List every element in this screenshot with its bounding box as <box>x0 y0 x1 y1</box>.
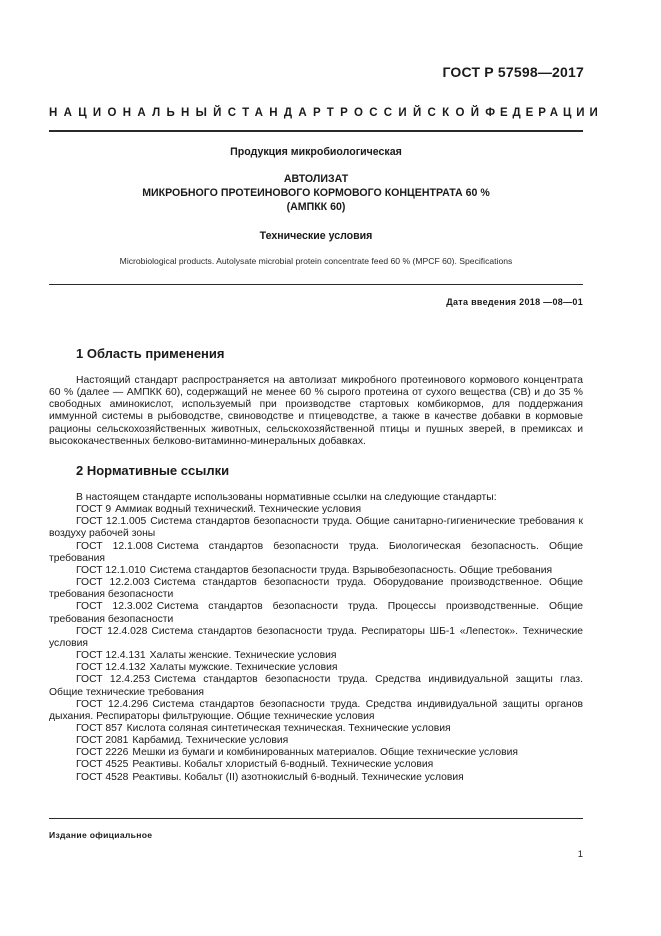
page-number: 1 <box>577 849 583 860</box>
reference-title: Система стандартов безопасности труда. Процессы производственные. Общие требования безопасности <box>49 601 583 625</box>
reference-title: Халаты мужские. Технические условия <box>149 662 338 674</box>
reference-code: ГОСТ 9 <box>76 504 112 516</box>
reference-code: ГОСТ 4525 <box>76 759 129 771</box>
reference-title: Система стандартов безопасности труда. Респираторы ШБ-1 «Лепесток». Технические условия <box>49 625 583 649</box>
normative-references <box>49 492 583 784</box>
reference-code: ГОСТ 12.1.005 <box>76 516 147 528</box>
references-intro: В настоящем стандарте использованы нормативные ссылки на следующие стандарты: <box>76 492 497 503</box>
reference-title: Аммиак водный технический. Технические условия <box>115 504 362 516</box>
title-rule <box>49 284 583 285</box>
reference-item <box>49 601 583 625</box>
reference-code: ГОСТ 12.4.131 <box>76 650 146 662</box>
reference-item <box>49 674 583 698</box>
footer-rule <box>49 818 583 819</box>
reference-title: Система стандартов безопасности труда. Средства индивидуальной защиты глаз. Общие технические требования <box>49 674 583 698</box>
title-line-1: АВТОЛИЗАТ <box>283 173 349 185</box>
reference-code: ГОСТ 12.4.253 <box>76 674 151 686</box>
title-line-2: МИКРОБНОГО ПРОТЕИНОВОГО КОРМОВОГО КОНЦЕНТРАТА 60 % <box>142 187 490 199</box>
reference-item <box>49 565 583 577</box>
reference-code: ГОСТ 12.4.028 <box>76 625 148 637</box>
reference-title: Реактивы. Кобальт (II) азотнокислый 6-водный. Технические условия <box>132 771 464 783</box>
banner-word: РОССИЙСКОЙ <box>340 107 486 119</box>
reference-item <box>49 626 583 650</box>
section-1-paragraph: Настоящий стандарт распространяется на автолизат микробного протеинового кормового концентрата 60 % (далее — АМПКК 60), содержащий не менее 60 % сырого протеина от сухого вещества (СВ) и до 35 % свободных аминокислот, используемый при производстве стартовых комбикормов, для поддержания иммунной системы в рыбоводстве, свиноводстве и птицеводстве, а также в качестве добавки в кормовые рационы сельскохозяйственных животных, сельскохозяйственной птицы и пушных зверей, в премиксах и высококачественных белково-витаминно-минеральных добавках. <box>49 375 583 447</box>
reference-item <box>49 699 583 723</box>
reference-code: ГОСТ 12.1.008 <box>76 540 153 552</box>
reference-item <box>49 735 583 747</box>
banner-word: ФЕДЕРАЦИИ <box>485 107 603 119</box>
header-rule <box>49 130 583 132</box>
product-category: Продукция микробиологическая <box>230 146 402 158</box>
reference-item <box>49 772 583 784</box>
english-title: Microbiological products. Autolysate microbial protein concentrate feed 60 % (MPCF 60). Specifications <box>119 256 513 266</box>
reference-title: Система стандартов безопасности труда. Оборудование производственное. Общие требования безопасности <box>49 577 583 601</box>
reference-item <box>49 759 583 771</box>
reference-item <box>49 516 583 540</box>
reference-item <box>49 650 583 662</box>
reference-item <box>49 747 583 759</box>
reference-item <box>49 541 583 565</box>
banner-word: СТАНДАРТ <box>227 107 341 119</box>
reference-title: Система стандартов безопасности труда. Общие санитарно-гигиенические требования к воздуху рабочей зоны <box>49 516 583 540</box>
reference-item <box>49 662 583 674</box>
gost-number: ГОСТ Р 57598—2017 <box>442 64 584 80</box>
title-line-3: (АМПКК 60) <box>286 201 346 213</box>
spec-subtitle: Технические условия <box>259 230 373 242</box>
reference-title: Система стандартов безопасности труда. Средства индивидуальной защиты органов дыхания. Респираторы фильтрующие. Общие технические условия <box>49 698 583 722</box>
reference-item <box>49 504 583 516</box>
reference-code: ГОСТ 12.1.010 <box>76 564 146 576</box>
reference-code: ГОСТ 12.4.132 <box>76 662 146 674</box>
reference-item <box>49 723 583 735</box>
section-2-heading: 2 Нормативные ссылки <box>76 463 230 478</box>
edition-note: Издание официальное <box>49 830 153 840</box>
reference-code: ГОСТ 4528 <box>76 771 129 783</box>
reference-title: Карбамид. Технические условия <box>132 735 289 747</box>
reference-code: ГОСТ 2081 <box>76 735 129 747</box>
document-title <box>49 172 583 214</box>
section-1-body <box>49 375 583 448</box>
reference-title: Реактивы. Кобальт хлористый 6-водный. Технические условия <box>132 759 434 771</box>
reference-code: ГОСТ 12.4.296 <box>76 698 149 710</box>
reference-code: ГОСТ 2226 <box>76 747 129 759</box>
introduction-date: Дата введения 2018 —08—01 <box>446 297 583 307</box>
national-standard-banner <box>49 107 603 119</box>
reference-code: ГОСТ 12.2.003 <box>76 577 150 589</box>
banner-word: НАЦИОНАЛЬНЫЙ <box>49 107 228 119</box>
reference-title: Система стандартов безопасности труда. Биологическая безопасность. Общие требования <box>49 540 583 564</box>
reference-title: Халаты женские. Технические условия <box>149 650 337 662</box>
section-1-heading: 1 Область применения <box>76 346 225 361</box>
reference-title: Мешки из бумаги и комбинированных материалов. Общие технические условия <box>132 747 518 759</box>
reference-item <box>49 577 583 601</box>
reference-code: ГОСТ 857 <box>76 722 123 734</box>
reference-code: ГОСТ 12.3.002 <box>76 601 153 613</box>
reference-title: Кислота соляная синтетическая техническая. Технические условия <box>126 722 451 734</box>
reference-title: Система стандартов безопасности труда. Взрывобезопасность. Общие требования <box>149 564 553 576</box>
